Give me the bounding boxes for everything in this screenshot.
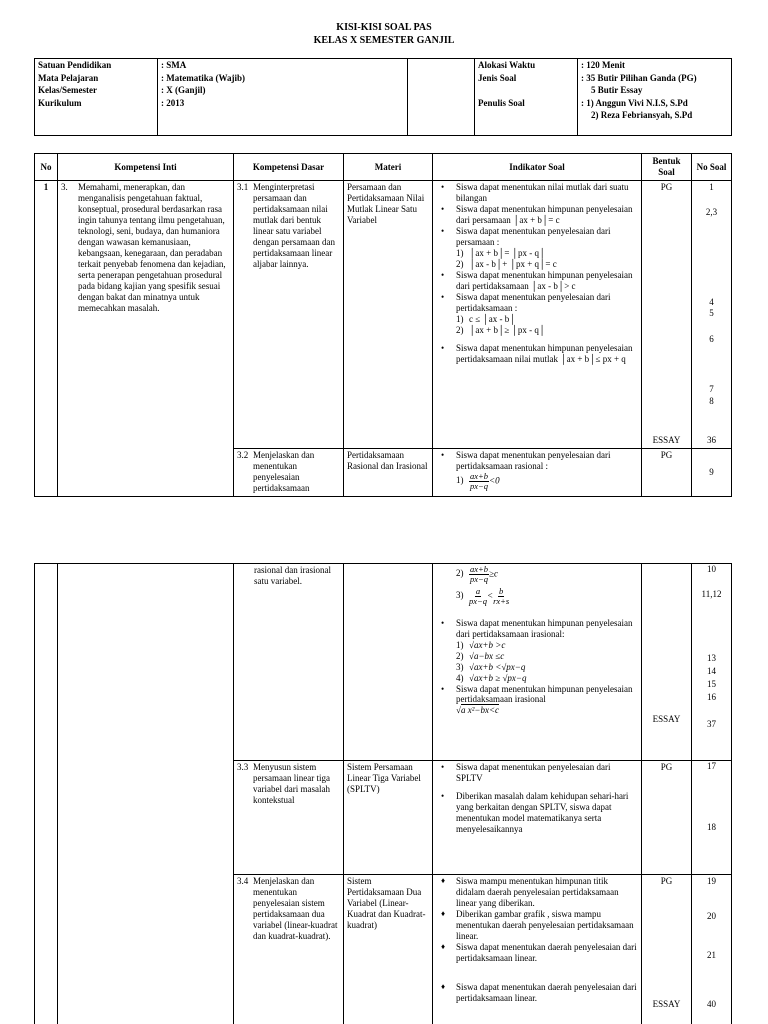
row-number-continued bbox=[35, 564, 58, 1024]
header-no: No bbox=[35, 154, 58, 181]
list-item: • Siswa dapat menentukan penyelesaian dari persamaan : 1) │ax + b│= │px - q│ 2) │ax - b│+ │px + q│= c bbox=[436, 226, 638, 270]
info-blank bbox=[408, 59, 475, 136]
list-item: • Siswa dapat menentukan himpunan penyelesaian pertidaksamaan nilai mutlak │ax + b│≤ px + q bbox=[436, 343, 638, 365]
list-item: • Siswa dapat menentukan penyelesaian dari pertidaksamaan : 1) c ≤ │ax - b│ 2) │ax + b│≥ │px - q│ bbox=[436, 292, 638, 336]
list-item: • Siswa dapat menentukan himpunan penyelesaian dari pertidaksamaan irasional: 1) √ax+b >c 2) √a−bx ≤c 3) √ax+b <√px−q 4) √ax+b ≥ √px−q bbox=[436, 618, 638, 684]
kompetensi-dasar-3-3: 3.3 Menyusun sistem persamaan linear tiga variabel dari masalah kontekstual bbox=[234, 761, 344, 875]
fraction: $\frac{b}{rx+s}$ bbox=[493, 585, 510, 606]
kompetensi-dasar-3-2-continued: rasional dan irasional satu variabel. bbox=[234, 564, 344, 761]
indikator-3-3 bbox=[433, 761, 642, 875]
no-soal-3-4: 19 20 21 40 bbox=[692, 875, 732, 1024]
materi-3-3: Sistem Persamaan Linear Tiga Variabel (SPLTV) bbox=[344, 761, 433, 875]
kompetensi-inti: 3. Memahami, menerapkan, dan menganalisis pengetahuan faktual, konseptual, prosedural berdasarkan rasa ingin tahunya tentang ilmu pengetahuan, teknologi, seni, budaya, dan humaniora dengan wawasan kemanusiaan, kebangsaan, kenegaraan, dan peradaban terkait penyebab fenomena dan kejadian, serta penerapan pengetahuan prosedural pada bidang kajian yang spesifik sesuai dengan bakat dan minatnya untuk memecahkan masalah. bbox=[58, 181, 234, 497]
list-item: • Siswa dapat menentukan himpunan penyelesaian dari persamaan │ax + b│= c bbox=[436, 204, 638, 226]
list-item: ♦ Siswa dapat menentukan daerah penyelesaian dari pertidaksamaan linear. bbox=[436, 982, 638, 1004]
info-left-values: : SMA : Matematika (Wajib) : X (Ganjil) : 2013 bbox=[158, 59, 408, 136]
no-soal-3-2-continued: 10 11,12 13 14 15 16 37 bbox=[692, 564, 732, 761]
fraction: $\frac{ax+b}{px-q}$ bbox=[470, 564, 489, 584]
bentuk-soal-3-1: PG ESSAY bbox=[642, 181, 692, 449]
list-item: • Diberikan masalah dalam kehidupan sehari-hari yang berkaitan dengan SPLTV, siswa dapat menentukan model matematikanya serta menyelesaikannya bbox=[436, 791, 638, 835]
kompetensi-inti-continued bbox=[58, 564, 234, 1024]
bentuk-soal-3-4: PG ESSAY bbox=[642, 875, 692, 1024]
list-item: • Siswa dapat menentukan nilai mutlak dari suatu bilangan bbox=[436, 182, 638, 204]
header-materi: Materi bbox=[344, 154, 433, 181]
no-soal-3-2: 9 bbox=[692, 449, 732, 497]
bentuk-soal-3-2: PG bbox=[642, 449, 692, 497]
document-title: KISI-KISI SOAL PAS bbox=[336, 22, 432, 33]
indikator-3-4 bbox=[433, 875, 642, 1024]
table-row bbox=[35, 181, 732, 449]
materi-3-4: Sistem Pertidaksamaan Dua Variabel (Linear-Kuadrat dan Kuadrat-kuadrat) bbox=[344, 875, 433, 1024]
row-number: 1 bbox=[35, 181, 58, 497]
info-left-labels: Satuan Pendidikan Mata Pelajaran Kelas/Semester Kurikulum bbox=[35, 59, 158, 136]
kisi-table-page2 bbox=[34, 563, 732, 1024]
materi-3-2: Pertidaksamaan Rasional dan Irasional bbox=[344, 449, 433, 497]
list-item: ♦ Diberikan gambar grafik , siswa mampu menentukan daerah penyelesaian pertidaksamaan linear. bbox=[436, 909, 638, 942]
no-soal-3-3: 17 18 bbox=[692, 761, 732, 875]
indikator-3-2 bbox=[433, 449, 642, 497]
bentuk-soal-3-2-continued: ESSAY bbox=[642, 564, 692, 761]
kompetensi-dasar-3-4: 3.4 Menjelaskan dan menentukan penyelesaian sistem pertidaksamaan dua variabel (linear-kuadrat dan kuadrat-kuadrat). bbox=[234, 875, 344, 1024]
kompetensi-dasar-3-2: 3.2 Menjelaskan dan menentukan penyelesaian pertidaksamaan bbox=[234, 449, 344, 497]
header-kompetensi-dasar: Kompetensi Dasar bbox=[234, 154, 344, 181]
info-right-values: : 120 Menit : 35 Butir Pilihan Ganda (PG) 5 Butir Essay : 1) Anggun Vivi N.I.S, S.Pd 2) Reza Febriansyah, S.Pd bbox=[578, 59, 732, 136]
list-item: ♦ Siswa mampu menentukan himpunan titik didalam daerah penyelesaian pertidaksamaan linear yang diberikan. bbox=[436, 876, 638, 909]
list-item: • Siswa dapat menentukan penyelesaian dari pertidaksamaan rasional : 1) $\frac{ax+b}{px-q}$ <0 bbox=[436, 450, 638, 491]
table-row bbox=[35, 564, 732, 761]
info-table bbox=[34, 58, 732, 136]
list-item: • Siswa dapat menentukan himpunan penyelesaian dari pertidaksamaan │ax - b│> c bbox=[436, 270, 638, 292]
list-item: • Siswa dapat menentukan himpunan penyelesaian pertidaksamaan irasional √a x²−bx<c bbox=[436, 684, 638, 717]
kisi-table-page1 bbox=[34, 153, 732, 497]
list-item: ♦ Siswa dapat menentukan daerah penyelesaian dari pertidaksamaan linear. bbox=[436, 942, 638, 964]
fraction: $\frac{ax+b}{px-q}$ bbox=[470, 470, 489, 491]
fraction: $\frac{a}{px-q}$ bbox=[469, 585, 488, 606]
header-indikator-soal: Indikator Soal bbox=[433, 154, 642, 181]
list-item: • Siswa dapat menentukan penyelesaian dari SPLTV bbox=[436, 762, 638, 784]
header-bentuk-soal: Bentuk Soal bbox=[642, 154, 692, 181]
header-no-soal: No Soal bbox=[692, 154, 732, 181]
materi-3-2-continued bbox=[344, 564, 433, 761]
kompetensi-dasar-3-1: 3.1 Menginterpretasi persamaan dan pertidaksamaan nilai mutlak dari bentuk linear satu variabel dengan persamaan dan pertidaksamaan linear aljabar lainnya. bbox=[234, 181, 344, 449]
header-kompetensi-inti: Kompetensi Inti bbox=[58, 154, 234, 181]
indikator-3-1 bbox=[433, 181, 642, 449]
bentuk-soal-3-3: PG bbox=[642, 761, 692, 875]
materi-3-1: Persamaan dan Pertidaksamaan Nilai Mutlak Linear Satu Variabel bbox=[344, 181, 433, 449]
info-right-labels: Alokasi Waktu Jenis Soal Penulis Soal bbox=[475, 59, 578, 136]
document-subtitle: KELAS X SEMESTER GANJIL bbox=[313, 35, 455, 46]
indikator-3-2-continued: 2) $\frac{ax+b}{px-q}$ ≥c 3) $\frac{a}{px-q}$ < $\frac{b}{rx+s}$ • Siswa dapat menentukan himpunan penyelesaian dari pertidaksamaan irasional: 1) √ax+b >c 2) √a−bx ≤c 3) √ax+b <√px−q 4) √ax+b ≥ √px−q • Siswa dapat menentukan himpunan penyelesaian pertidaksamaan irasional √a x²−bx<c bbox=[433, 564, 642, 761]
no-soal-3-1: 1 2,3 4 5 6 7 8 36 bbox=[692, 181, 732, 449]
